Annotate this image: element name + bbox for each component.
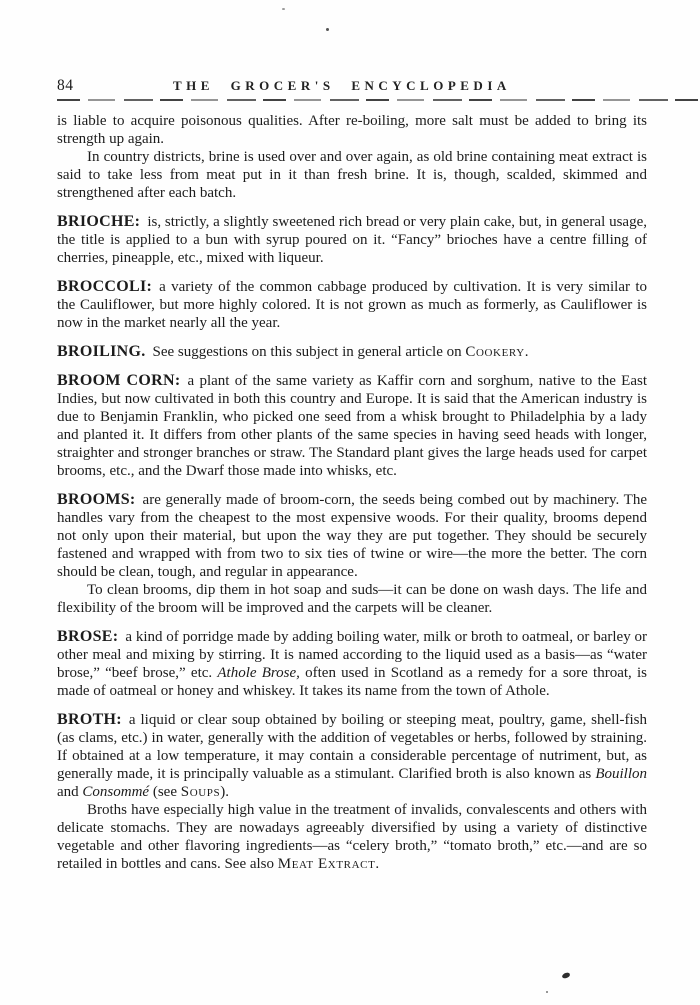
intro-paragraph: In country districts, brine is used over and over again, as old brine containing meat extract is said to take less from meat put in it than fresh brine. It is, though, scalded, skimmed and strengthened after each batch.: [57, 149, 647, 201]
entry-paragraph: To clean brooms, dip them in hot soap and suds—it can be done on wash days. The life and flexibility of the broom will be improved and the carpets will be cleaner.: [57, 582, 647, 616]
ink-speck: [326, 28, 329, 31]
entry-broth: [57, 711, 647, 873]
entry-term: BROSE:: [57, 628, 119, 645]
entry-brose: [57, 628, 647, 700]
entry-text: a variety of the common cabbage produced by cultivation. It is very similar to the Cauliflower, but more highly colored. It is not grown as much as formerly, as Cauliflower is now in the market nearly all the year.: [57, 279, 647, 331]
ink-speck: [546, 991, 548, 993]
entry-paragraph: Broths have especially high value in the treatment of invalids, convalescents and others with delicate stomachs. They are nowadays agreeably diversified by using a variety of distinctive vegetable and other flavoring ingredients—as “celery broth,” “tomato broth,” etc.—and are so retailed in bottles and cans. See also Meat Extract.: [57, 802, 647, 872]
entry-text: a liquid or clear soup obtained by boiling or steeping meat, poultry, game, shell-fish (as clams, etc.) in water, generally with the addition of vegetables or herbs, followed by straining. If obtained at a low temperature, it may contain a considerable percentage of nutriment, but, as generally made, it is principally valuable as a stimulant. Clarified broth is also known as Bouillon and Consommé (see Soups).: [57, 712, 647, 800]
entry-term: BRIOCHE:: [57, 213, 141, 230]
page-body: [57, 112, 647, 873]
ink-speck: [282, 8, 285, 10]
entry-text: is, strictly, a slightly sweetened rich bread or very plain cake, but, in general usage, the title is applied to a bun with syrup poured on it. “Fancy” brioches have a centre filling of cherries, pineapple, etc., mixed with liqueur.: [57, 214, 647, 266]
entry-paragraph: [57, 278, 647, 332]
entry-broccoli: [57, 278, 647, 332]
entry-paragraph: [57, 628, 647, 700]
entry-text: See suggestions on this subject in general article on Cookery.: [152, 344, 529, 360]
ink-speck: [561, 972, 570, 979]
entry-paragraph: [57, 343, 647, 361]
page-header: [57, 77, 647, 97]
entry-paragraph: [57, 711, 647, 801]
page-number: 84: [57, 77, 74, 94]
entry-term: BROTH:: [57, 711, 122, 728]
entry-text: are generally made of broom-corn, the seeds being combed out by machinery. The handles vary from the cheapest to the most expensive woods. For their quality, brooms depend not only upon their material, but upon the way they are put together. They should be securely fastened and wrapped with from two to six ties of twine or wire—the more the better. The corn should be clean, tough, and regular in appearance.: [57, 492, 647, 580]
entry-term: BROCCOLI:: [57, 278, 153, 295]
intro-paragraph: is liable to acquire poisonous qualities. After re-boiling, more salt must be added to bring its strength up again.: [57, 113, 647, 147]
header-rule: [57, 99, 698, 102]
entry-term: BROOM CORN:: [57, 372, 181, 389]
entry-paragraph: [57, 213, 647, 267]
entry-term: BROOMS:: [57, 491, 136, 508]
entry-broiling: [57, 343, 647, 361]
entry-term: BROILING.: [57, 343, 146, 360]
entry-paragraph: [57, 491, 647, 581]
entry-broom-corn: [57, 372, 647, 480]
entry-text: a plant of the same variety as Kaffir corn and sorghum, native to the East Indies, but now cultivated in both this country and Europe. It is said that the American industry is due to Benjamin Franklin, who picked one seed from a whisk brought to Philadelphia by a lady and planted it. It differs from other plants of the same species in having seed heads with longer, straighter and stronger branches or straw. The Standard plant gives the large heads used for carpet brooms, etc., and the Dwarf those made into whisks, etc.: [57, 373, 647, 479]
entry-brioche: [57, 213, 647, 267]
entry-paragraph: [57, 372, 647, 480]
page-title: THE GROCER'S ENCYCLOPEDIA: [172, 78, 511, 93]
entry-text: a kind of porridge made by adding boiling water, milk or broth to oatmeal, or barley or other meal and mixing by stirring. It is named according to the liquid used as a basis—as “water brose,” “beef brose,” etc. Athole Brose, often used in Scotland as a remedy for a sore throat, is made of oatmeal or honey and whiskey. It takes its name from the town of Athole.: [57, 629, 647, 699]
entry-brooms: [57, 491, 647, 617]
